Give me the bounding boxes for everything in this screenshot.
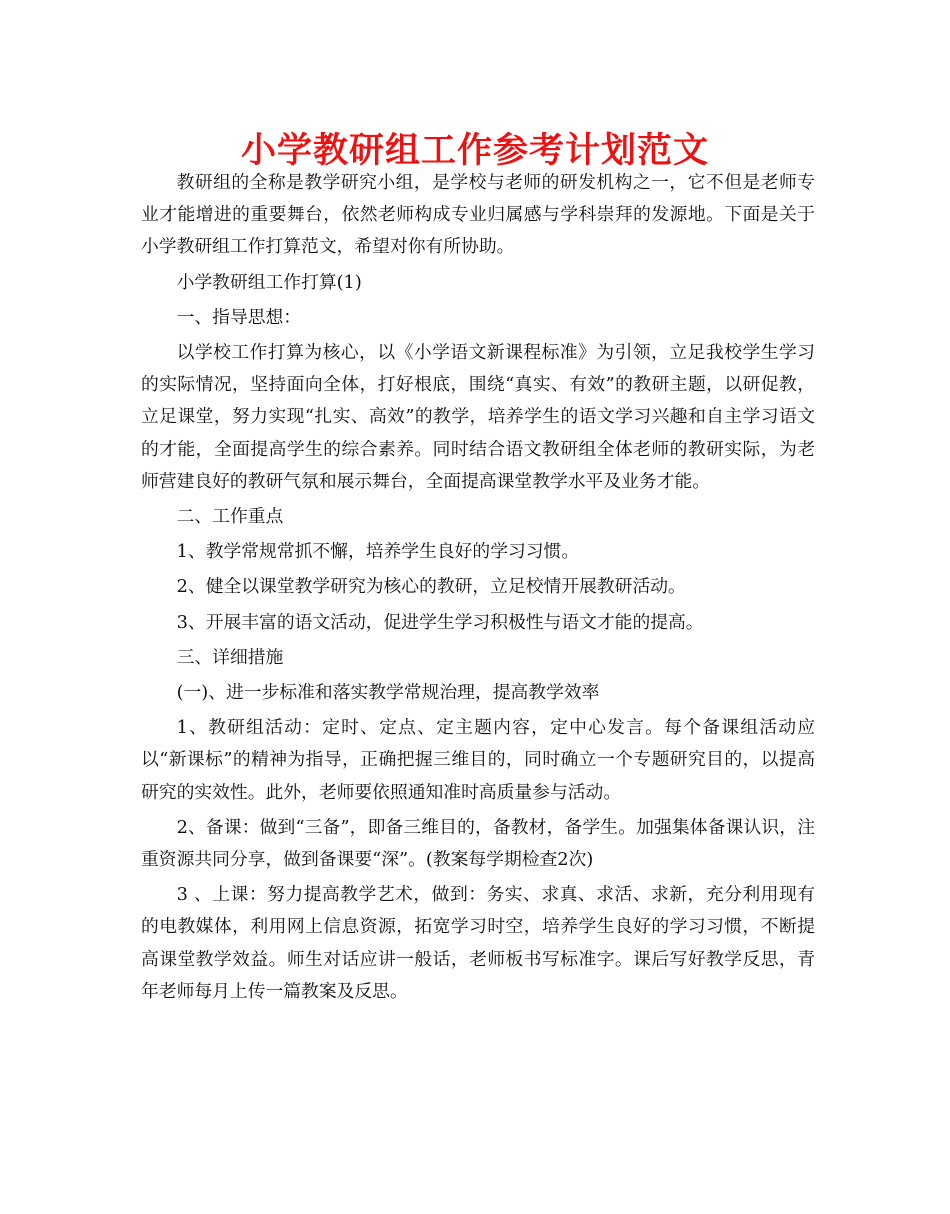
section-heading-guiding-thought: 一、指导思想： <box>176 306 302 328</box>
document-body <box>141 167 815 1008</box>
measure-paragraph: 3 、上课：努力提高教学艺术，做到：务实、求真、求活、求新，充分利用现有的电教媒体，利用网上信息资源，拓宽学习时空，培养学生良好的学习习惯，不断提高课堂教学效益。师生对话应讲一般话，老师板书写标准字。课后写好教学反思，青年老师每月上传一篇教案及反思。 <box>141 884 815 1002</box>
work-focus-item: 1、教学常规常抓不懈，培养学生良好的学习习惯。 <box>176 541 580 563</box>
plan-heading: 小学教研组工作打算(1) <box>176 271 362 293</box>
measure-paragraph: 1、教研组活动：定时、定点、定主题内容，定中心发言。每个备课组活动应以“新课标”的精神为指导，正确把握三维目的，同时确立一个专题研究目的，以提高研究的实效性。此外，老师要依照通知准时高质量参与活动。 <box>141 717 815 803</box>
work-focus-item: 3、开展丰富的语文活动，促进学生学习积极性与语文才能的提高。 <box>176 611 704 633</box>
document-title: 小学教研组工作参考计划范文 <box>240 131 709 171</box>
guiding-thought-paragraph: 以学校工作打算为核心，以《小学语文新课程标准》为引领，立足我校学生学习的实际情况，坚持面向全体，打好根底，围绕“真实、有效”的教研主题，以研促教，立足课堂，努力实现“扎实、高效”的教学，培养学生的语文学习兴趣和自主学习语文的才能，全面提高学生的综合素养。同时结合语文教研组全体老师的教研实际，为老师营建良好的教研气氛和展示舞台，全面提高课堂教学水平及业务才能。 <box>141 342 815 492</box>
section-heading-work-focus: 二、工作重点 <box>176 506 284 528</box>
intro-paragraph: 教研组的全称是教学研究小组，是学校与老师的研发机构之一，它不但是老师专业才能增进的重要舞台，依然老师构成专业归属感与学科崇拜的发源地。下面是关于小学教研组工作打算范文，希望对你有所协助。 <box>141 172 815 258</box>
subsection-heading: (一)、进一步标准和落实教学常规治理，提高教学效率 <box>176 682 600 704</box>
measure-paragraph: 2、备课：做到“三备”，即备三维目的，备教材，备学生。加强集体备课认识，注重资源共同分享，做到备课要“深”。(教案每学期检查2次) <box>141 816 815 871</box>
section-heading-measures: 三、详细措施 <box>176 646 284 668</box>
work-focus-item: 2、健全以课堂教学研究为核心的教研，立足校情开展教研活动。 <box>176 576 686 598</box>
